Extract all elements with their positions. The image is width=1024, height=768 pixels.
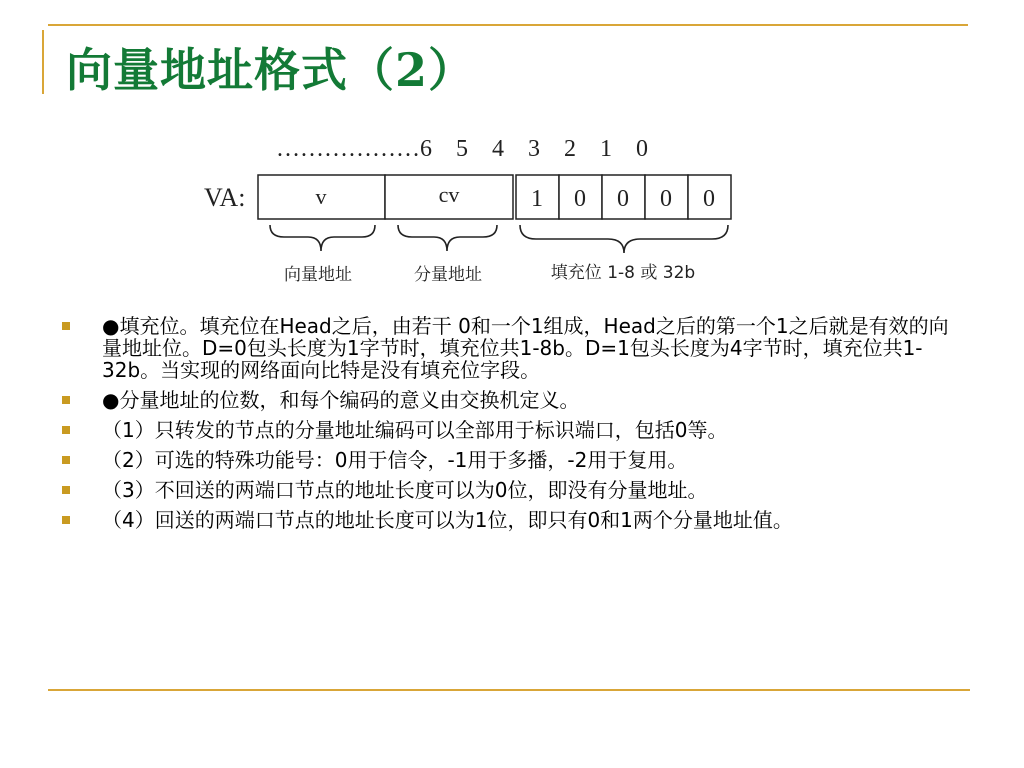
bullet-list [62, 315, 962, 539]
bullet-marker [62, 456, 70, 464]
bullet-text: （1）只转发的节点的分量地址编码可以全部用于标识端口，包括0等。 [102, 418, 728, 442]
bullet-marker [62, 516, 70, 524]
bullet-text: （3）不回送的两端口节点的地址长度可以为0位，即没有分量地址。 [102, 478, 708, 502]
label-padding: 填充位 1-8 或 32b [550, 263, 696, 283]
top-accent-line [48, 24, 968, 26]
bullet-item [62, 389, 962, 411]
brace-component-address [398, 225, 497, 251]
brace-vector-address [270, 225, 375, 251]
bottom-accent-line [48, 689, 970, 691]
label-vector-address: 向量地址 [284, 265, 352, 285]
padding-bit-value: 0 [574, 186, 586, 212]
bullet-text: ●填充位。填充位在Head之后，由若干 0和一个1组成，Head之后的第一个1之后就是有效的向量地址位。D=0包头长度为1字节时，填充位共1-8b。D=1包头长度为4字节时，填充位共1-32b。当实现的网络面向比特是没有填充位字段。 [102, 314, 949, 382]
bullet-item [62, 419, 962, 441]
bullet-marker [62, 486, 70, 494]
bullet-item [62, 449, 962, 471]
padding-bits [516, 175, 731, 219]
padding-bit-value: 0 [660, 186, 672, 212]
left-accent-line [42, 30, 44, 94]
padding-bit-value: 1 [531, 186, 543, 212]
padding-bit-value: 0 [617, 186, 629, 212]
bit-position-header: ………………6 5 4 3 2 1 0 [276, 136, 648, 162]
bullet-item [62, 479, 962, 501]
vector-address-format-diagram [190, 125, 760, 295]
bullet-item [62, 315, 962, 381]
brace-padding [520, 225, 728, 253]
bullet-marker [62, 396, 70, 404]
field-cv-label: cv [438, 182, 460, 207]
bullet-marker [62, 426, 70, 434]
bullet-marker [62, 322, 70, 330]
bullet-text: （4）回送的两端口节点的地址长度可以为1位，即只有0和1两个分量地址值。 [102, 508, 793, 532]
bullet-text: （2）可选的特殊功能号：0用于信令，-1用于多播，-2用于复用。 [102, 448, 688, 472]
va-label: VA: [204, 183, 246, 212]
bullet-text: ●分量地址的位数，和每个编码的意义由交换机定义。 [102, 388, 580, 412]
slide-title: 向量地址格式（2） [66, 43, 476, 97]
field-v-label: v [315, 184, 327, 209]
bullet-item [62, 509, 962, 531]
padding-bit-value: 0 [703, 186, 715, 212]
label-component-address: 分量地址 [414, 265, 482, 285]
